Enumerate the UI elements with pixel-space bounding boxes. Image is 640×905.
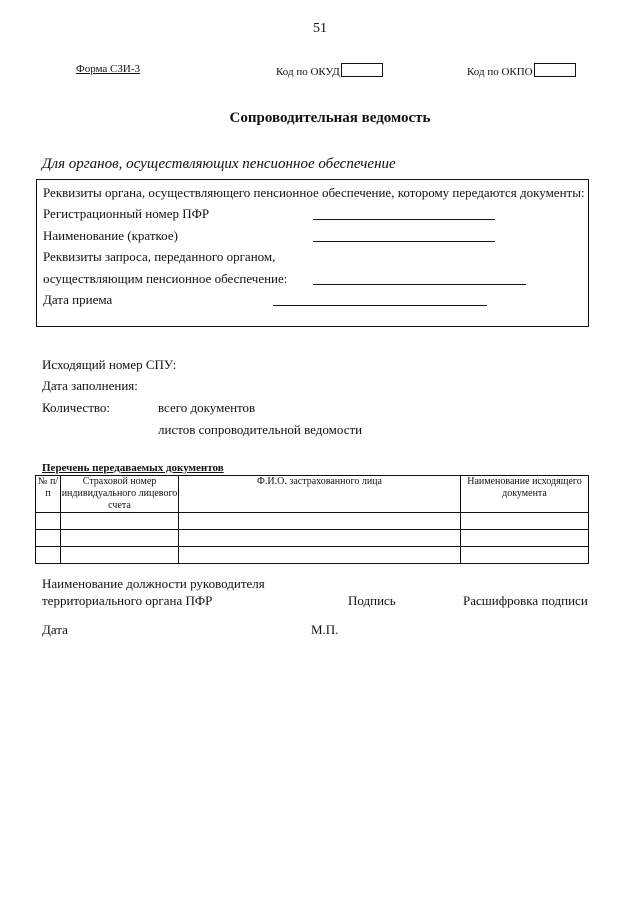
col-fio-header: Ф.И.О. застрахованного лица: [179, 476, 461, 513]
seal-label: М.П.: [311, 622, 339, 637]
sheets-label: листов сопроводительной ведомости: [158, 422, 363, 437]
request-label-line1: Реквизиты запроса, переданного органом,: [43, 249, 276, 264]
table-cell[interactable]: [61, 547, 179, 564]
table-cell[interactable]: [61, 530, 179, 547]
fill-date-label: Дата заполнения:: [42, 378, 138, 393]
table-row: [36, 513, 589, 530]
table-cell[interactable]: [179, 547, 461, 564]
receipt-date-label: Дата приема: [43, 292, 113, 307]
table-cell[interactable]: [61, 513, 179, 530]
table-cell[interactable]: [461, 513, 589, 530]
okpo-label: Код по ОКПО: [467, 66, 533, 78]
request-label-line2: осуществляющим пенсионное обеспечение:: [43, 271, 288, 286]
okpo-field: [467, 63, 576, 78]
col-insurance-number-header: Страховой номер индивидуального лицевого счета: [61, 476, 178, 511]
table-cell[interactable]: [36, 530, 61, 547]
outgoing-number-label: Исходящий номер СПУ:: [42, 357, 177, 372]
table-row: [36, 547, 589, 564]
section-heading: Для органов, осуществляющих пенсионное обеспечение: [42, 156, 396, 172]
table-cell[interactable]: [179, 513, 461, 530]
col-doc-name-header: Наименование исходящего документа: [461, 476, 589, 513]
table-cell[interactable]: [461, 547, 589, 564]
signature-decode-label: Расшифровка подписи: [463, 593, 588, 608]
quantity-label: Количество:: [42, 400, 111, 415]
form-name: Форма СЗИ-3: [76, 63, 140, 75]
total-docs-label: всего документов: [158, 400, 256, 415]
requisites-box: [36, 179, 589, 327]
table-cell[interactable]: [461, 530, 589, 547]
col-number-header: № п/ п: [36, 476, 61, 513]
okpo-input[interactable]: [534, 63, 576, 77]
date-label: Дата: [42, 622, 68, 637]
reg-number-line[interactable]: [313, 219, 495, 220]
receipt-date-line[interactable]: [273, 305, 487, 306]
name-short-line[interactable]: [313, 241, 495, 242]
okud-input[interactable]: [341, 63, 383, 77]
documents-list-title: Перечень передаваемых документов: [42, 462, 224, 474]
table-cell[interactable]: [36, 513, 61, 530]
name-short-label: Наименование (краткое): [43, 228, 178, 243]
page-number: 51: [313, 21, 327, 36]
request-line[interactable]: [313, 284, 526, 285]
position-label-line2: территориального органа ПФР: [42, 593, 213, 608]
okud-field: [276, 63, 383, 78]
table-row: [36, 530, 589, 547]
signature-label: Подпись: [348, 593, 396, 608]
position-label-line1: Наименование должности руководителя: [42, 576, 265, 591]
okud-label: Код по ОКУД: [276, 66, 340, 78]
document-title: Сопроводительная ведомость: [229, 110, 431, 126]
requisites-intro: Реквизиты органа, осуществляющего пенсионное обеспечение, которому передаются документы:: [43, 185, 585, 200]
reg-number-label: Регистрационный номер ПФР: [43, 206, 210, 221]
table-cell[interactable]: [179, 530, 461, 547]
table-cell[interactable]: [36, 547, 61, 564]
documents-table: [35, 475, 589, 564]
